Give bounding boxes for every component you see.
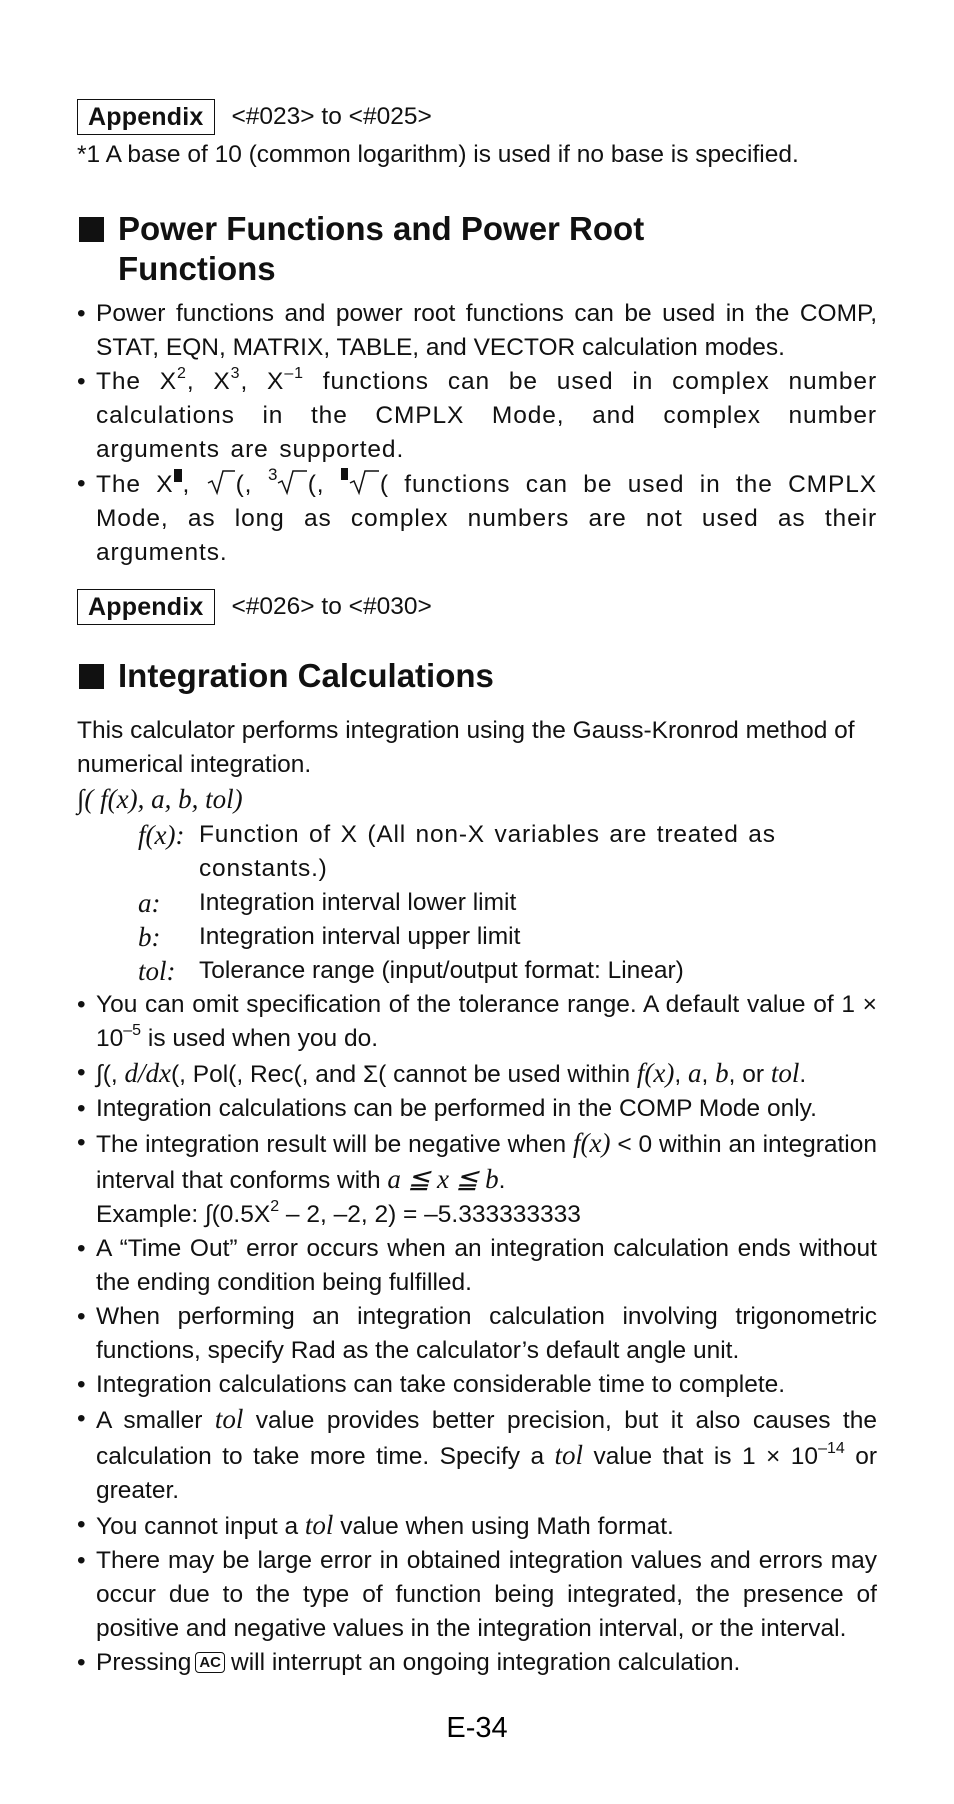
appendix-label: Appendix bbox=[77, 589, 215, 625]
footnote: *1 A base of 10 (common logarithm) is used if no base is specified. bbox=[77, 141, 799, 168]
list-item: • The $X^2$, $X^3$, $X^{-1}$ functions can be used in complex number calculations in the CMPLX Mode, and complex number arguments are supported. bbox=[77, 365, 877, 467]
parameter-list bbox=[138, 818, 877, 988]
list-item: • The X , (, 3 (, ( functions can be used in the CMPLX Mode, as long as complex numbers are not used as their arguments. bbox=[77, 467, 877, 570]
list-item: • There may be large error in obtained integration values and errors may occur due to the type of function being integrated, the presence of positive and negative values in the integration interval, or the interval. bbox=[77, 1544, 877, 1646]
list-item: • Integration calculations can take considerable time to complete. bbox=[77, 1368, 877, 1402]
param-row: a: Integration interval lower limit bbox=[138, 888, 517, 918]
square-bullet-icon bbox=[79, 664, 104, 689]
param-row: f(x): Function of X (All non-X variables are treated as constants.) bbox=[138, 820, 776, 882]
intro-paragraph: This calculator performs integration using the Gauss-Kronrod method of numerical integration. bbox=[77, 717, 855, 778]
appendix-label: Appendix bbox=[77, 99, 215, 135]
nth-root-icon bbox=[340, 467, 380, 497]
integration-bullet-list bbox=[77, 988, 877, 1680]
power-square-icon bbox=[174, 469, 183, 483]
param-row: b: Integration interval upper limit bbox=[138, 922, 521, 952]
appendix-ref-2 bbox=[77, 588, 877, 626]
square-root-icon bbox=[206, 469, 236, 497]
power-bullet-list bbox=[77, 297, 877, 570]
heading-text: Power Functions and Power Root Functions bbox=[118, 210, 645, 287]
ac-key-icon: AC bbox=[195, 1652, 225, 1673]
appendix-ref-1 bbox=[77, 98, 877, 136]
appendix-range: <#026> to <#030> bbox=[231, 593, 432, 620]
section-heading-integration bbox=[77, 656, 877, 696]
list-item: • Pressing AC will interrupt an ongoing integration calculation. bbox=[77, 1646, 877, 1680]
list-item: • A “Time Out” error occurs when an integration calculation ends without the ending condition being fulfilled. bbox=[77, 1232, 877, 1300]
section-heading-power bbox=[77, 209, 877, 289]
list-item: • The integration result will be negative when f(x) < 0 within an integration interval that conforms with a ≦ x ≦ b. Example: $\int(0.5X^2 - 2$, –2, 2) = –5.333333333 bbox=[77, 1126, 877, 1232]
appendix-range: <#023> to <#025> bbox=[231, 103, 432, 130]
list-item: • When performing an integration calculation involving trigonometric functions, specify Rad as the calculator’s default angle unit. bbox=[77, 1300, 877, 1368]
page-number: E-34 bbox=[446, 1712, 508, 1744]
cube-root-icon bbox=[268, 467, 308, 497]
square-bullet-icon bbox=[79, 217, 104, 242]
list-item: • You cannot input a tol value when using Math format. bbox=[77, 1508, 877, 1544]
svg-text:3: 3 bbox=[267, 467, 279, 484]
manual-page bbox=[77, 98, 877, 1680]
heading-text: Integration Calculations bbox=[118, 657, 494, 694]
list-item: • You can omit specification of the tolerance range. A default value of $1 \times 10^{-5}$ is used when you do. bbox=[77, 988, 877, 1056]
list-item: • ∫(, d/dx(, Pol(, Rec(, and Σ( cannot be used within f(x), a, b, or tol. bbox=[77, 1056, 877, 1092]
list-item: • Integration calculations can be performed in the COMP Mode only. bbox=[77, 1092, 877, 1126]
list-item: • Power functions and power root functions can be used in the COMP, STAT, EQN, MATRIX, TABLE, and VECTOR calculation modes. bbox=[77, 297, 877, 365]
list-item: • A smaller tol value provides better precision, but it also causes the calculation to take more time. Specify a tol value that is $1 \times 10^{-14}$ or greater. bbox=[77, 1402, 877, 1508]
param-row: tol: Tolerance range (input/output format: Linear) bbox=[138, 956, 684, 986]
syntax-line: ∫( f(x), a, b, tol) bbox=[77, 784, 243, 814]
